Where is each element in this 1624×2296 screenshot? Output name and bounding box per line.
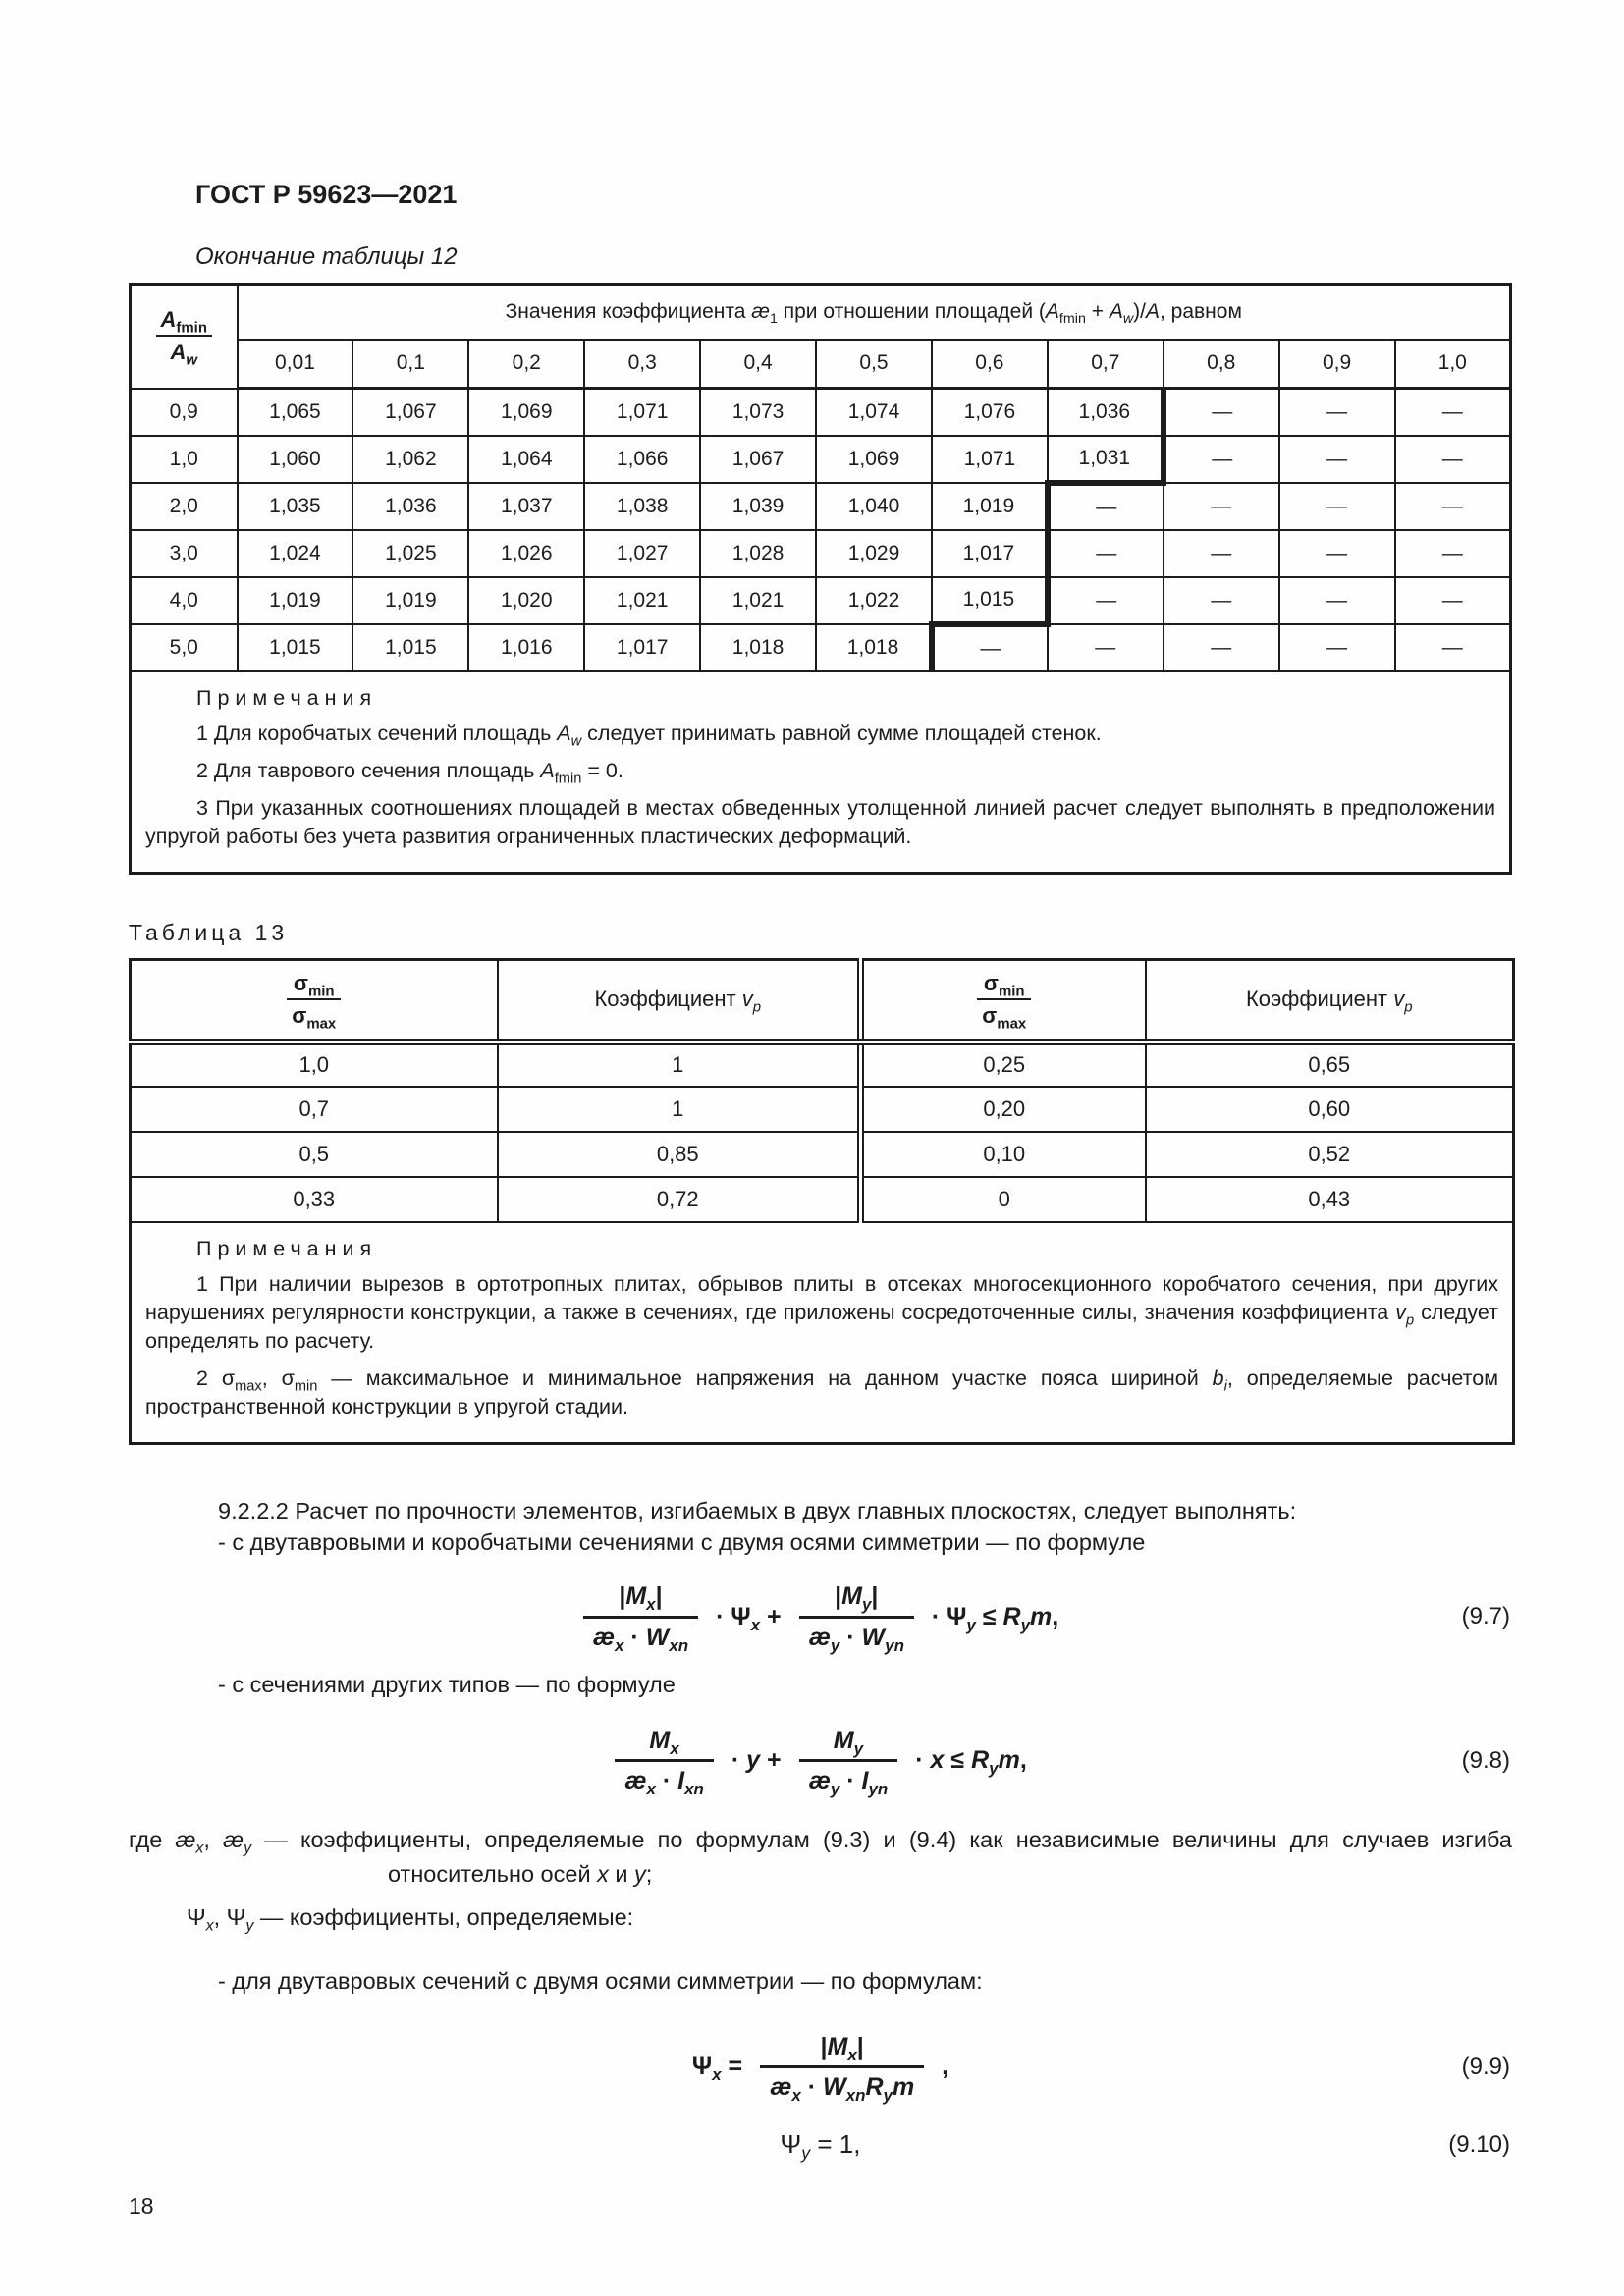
fraction [583,1580,698,1654]
table12-notes [131,671,1511,874]
col-header: 0,2 [468,340,584,389]
table-cell: 1,071 [584,389,700,436]
table-cell: — [1048,530,1164,577]
table-cell: 0 [861,1177,1146,1222]
table-cell: 1,037 [468,483,584,530]
formula-operator: · y + [731,1746,782,1775]
table12-corner-cell [131,285,238,389]
table12-row [131,389,1511,436]
table-cell: 0,33 [131,1177,498,1222]
table13-row [131,1087,1514,1132]
fraction-numerator: $A_{fmin}$ [156,307,212,337]
note-item: 1 Для коробчатых сечений площадь $A_w$ следует принимать равной сумме площадей стенок. [196,721,1102,749]
table-cell: 0,52 [1146,1132,1514,1177]
table-cell: 0,20 [861,1087,1146,1132]
table-cell: — [1164,389,1279,436]
table-cell: 1,074 [816,389,932,436]
formula-tail: , [942,2053,949,2081]
fraction-denominator: $\sigma_{max}$ [292,1002,337,1032]
page-number: 18 [129,2193,154,2219]
paragraph-9222: 9.2.2.2 Расчет по прочности элементов, изгибаемых в двух главных плоскостях, следует выполнять: [218,1498,1297,1524]
table-cell-outlined: 1,031 [1048,436,1164,483]
col-header: 0,5 [816,340,932,389]
table-cell: 1,016 [468,624,584,671]
table-cell: 1 [498,1087,861,1132]
formula-9-9 [687,2031,953,2105]
table-cell: 1,064 [468,436,584,483]
formula-lhs: $\Psi_x$ = [691,2053,743,2085]
formula-9-8-row [129,1725,1512,1798]
table-cell: 1,060 [238,436,353,483]
row-label: 4,0 [131,577,238,624]
row-label: 1,0 [131,436,238,483]
table13-label: Таблица 13 [129,919,289,945]
formula-9-10-row [129,2129,1512,2163]
table12-row [131,624,1511,671]
table-cell: 0,72 [498,1177,861,1222]
table-cell: 1,028 [700,530,816,577]
table-cell: 1,019 [238,577,353,624]
table13-notes-row [131,1222,1514,1444]
formula-tail: · $x \le R_ym$, [915,1746,1027,1779]
table-cell: 0,7 [131,1087,498,1132]
col-header: 0,01 [238,340,353,389]
table-cell: 1,038 [584,483,700,530]
table-cell: 1,040 [816,483,932,530]
table-cell: 1,026 [468,530,584,577]
fraction-denominator: $\sigma_{max}$ [982,1002,1027,1032]
table13-ratio-header [131,959,498,1041]
table12-header-row-2 [131,340,1511,389]
table-cell: 1,027 [584,530,700,577]
table-cell: 1,069 [816,436,932,483]
fraction-numerator: $M_y$ [799,1725,898,1763]
formula-9-8 [609,1725,1032,1798]
table-cell: — [1164,624,1279,671]
note-item: 2 $\sigma_{max}$, $\sigma_{min}$ — максимальное и минимальное напряжения на данном участке пояса шириной $b_i$, определяемые расчетом пространственной конструкции в упругой стадии. [145,1366,1499,1419]
table-cell: — [932,624,1048,671]
table-cell: — [1164,436,1279,483]
table-cell: — [1279,577,1395,624]
fraction-numerator: $|M_x|$ [583,1580,698,1619]
table-12 [129,283,1512,875]
table12-row [131,483,1511,530]
table-cell: — [1395,577,1511,624]
fraction-numerator: $M_x$ [615,1725,714,1763]
col-header: 1,0 [1395,340,1511,389]
table-cell: — [1395,436,1511,483]
fraction [799,1580,914,1654]
table-cell: 1,018 [700,624,816,671]
table13-row [131,1132,1514,1177]
table-cell: — [1048,624,1164,671]
table-cell: 0,5 [131,1132,498,1177]
table-cell: 1,065 [238,389,353,436]
table-cell: — [1164,530,1279,577]
table-cell: — [1048,483,1164,530]
table-cell: 1,039 [700,483,816,530]
formula-number: (9.8) [1461,1746,1510,1774]
table-13 [129,958,1515,1446]
table-cell: 1,035 [238,483,353,530]
fraction [799,1725,898,1798]
table-cell: — [1279,530,1395,577]
bullet-dual-symmetry: - с двутавровыми и коробчатыми сечениями с двумя осями симметрии — по формуле [218,1529,1146,1556]
table-cell: — [1279,483,1395,530]
table-cell: 1,021 [584,577,700,624]
table-cell: 1,0 [131,1041,498,1087]
table-cell: 1,015 [238,624,353,671]
fraction-denominator: $æ_y \cdot W_{yn}$ [808,1623,904,1655]
table-cell: 1,066 [584,436,700,483]
table-cell: 1,029 [816,530,932,577]
table-cell-outlined: 1,017 [932,530,1048,577]
note-item: 2 Для таврового сечения площадь $A_{fmin} = 0$. [196,758,623,786]
formula-number: (9.7) [1461,1603,1510,1630]
row-label: 2,0 [131,483,238,530]
fraction-numerator: $|M_y|$ [799,1580,914,1619]
fraction-denominator: $A_w$ [170,340,198,369]
bullet-other-sections: - с сечениями других типов — по формуле [218,1671,676,1697]
fraction-denominator: $æ_x \cdot W_{xn}$ [592,1623,689,1655]
table-cell: — [1395,624,1511,671]
table-cell: 1 [498,1041,861,1087]
fraction-numerator: $\sigma_{min}$ [287,971,341,1000]
table-cell: 1,022 [816,577,932,624]
table12-header-span: Значения коэффициента $æ_1$ при отношении площадей $(A_{fmin} + A_w)/A$, равном [238,285,1511,340]
note-item: 3 При указанных соотношениях площадей в местах обведенных утолщенной линией расчет следует выполнять в предположении упругой работы без учета развития ограниченных пластических деформаций. [145,795,1495,848]
fraction-numerator: $|M_x|$ [760,2031,924,2069]
formula-tail: · $\Psi_y \le R_ym$, [931,1602,1059,1634]
table-cell: — [1395,389,1511,436]
col-header: 0,8 [1164,340,1279,389]
notes-title: Примечания [196,685,378,710]
table-cell: 1,025 [352,530,468,577]
row-label: 5,0 [131,624,238,671]
formula-9-7 [577,1580,1063,1654]
table-cell: 1,067 [352,389,468,436]
table-cell-outlined: 1,015 [932,577,1048,624]
formula-number: (9.9) [1461,2053,1510,2080]
table-cell: — [1279,436,1395,483]
table-cell: 1,024 [238,530,353,577]
table-cell: 1,073 [700,389,816,436]
table-cell: 1,021 [700,577,816,624]
document-code: ГОСТ Р 59623—2021 [195,180,458,209]
table-cell: 1,069 [468,389,584,436]
row-label: 3,0 [131,530,238,577]
fraction-denominator: $æ_y \cdot I_{yn}$ [808,1767,889,1799]
notes-title: Примечания [196,1237,378,1261]
table13-coef-header: Коэффициент $v_p$ [498,959,861,1041]
table13-coef-header: Коэффициент $v_p$ [1146,959,1514,1041]
table12-notes-row [131,671,1511,874]
formula-9-7-row [129,1580,1512,1654]
table12-row [131,530,1511,577]
table13-ratio-header [861,959,1146,1041]
sigma-ratio-fraction [977,970,1031,1032]
table13-row [131,1041,1514,1087]
table-cell: 0,60 [1146,1087,1514,1132]
col-header: 0,1 [352,340,468,389]
table-cell-outlined: 1,019 [932,483,1048,530]
sigma-ratio-fraction [287,970,341,1032]
table-cell-outlined: 1,018 [816,624,932,671]
table-cell: — [1279,624,1395,671]
table-cell: 1,076 [932,389,1048,436]
col-header: 0,4 [700,340,816,389]
table12-continuation-label: Окончание таблицы 12 [195,243,458,270]
table-cell: — [1279,389,1395,436]
col-header: 0,7 [1048,340,1164,389]
table-cell: 1,020 [468,577,584,624]
bullet-ibeam-formulas: - для двутавровых сечений с двумя осями симметрии — по формулам: [218,1967,983,1994]
table-cell: 0,43 [1146,1177,1514,1222]
fraction-numerator: $\sigma_{min}$ [977,971,1031,1000]
table-cell: 1,062 [352,436,468,483]
table-cell: — [1048,577,1164,624]
table13-header-row [131,959,1514,1041]
table13-notes [131,1222,1514,1444]
table13-row [131,1177,1514,1222]
table-cell: 0,25 [861,1041,1146,1087]
formula-9-10: $\Psi_y = 1$, [780,2129,861,2163]
table-cell: 1,019 [352,577,468,624]
where-definition-2: $\Psi_x$, $\Psi_y$ — коэффициенты, определяемые: [187,1903,634,1935]
formula-operator: · $\Psi_x$ + [716,1602,782,1634]
col-header: 0,3 [584,340,700,389]
table-cell: — [1164,483,1279,530]
table-cell: 1,015 [352,624,468,671]
table-cell: 0,10 [861,1132,1146,1177]
table-cell: — [1395,530,1511,577]
fraction [760,2031,924,2105]
note-item: 1 При наличии вырезов в ортотропных плитах, обрывов плиты в отсеках многосекционного коробчатого сечения, при других нарушениях регулярности конструкции, а также в сечениях, где приложены сосредоточенные силы, значения коэффициента $v_p$ следует определять по расчету. [145,1272,1499,1354]
table12-header-row-1 [131,285,1511,340]
formula-number: (9.10) [1448,2130,1510,2158]
fraction [615,1725,714,1798]
fraction-denominator: $æ_x \cdot W_{xn}R_ym$ [770,2073,915,2106]
table-cell: 1,071 [932,436,1048,483]
table12-row [131,577,1511,624]
table-cell: 1,067 [700,436,816,483]
where-definition-1: где $æ_x$, $æ_y$ — коэффициенты, определяемые по формулам (9.3) и (9.4) как независимые величины для случаев изгиба относительно осей x и y; [129,1827,1512,1888]
col-header: 0,6 [932,340,1048,389]
table-cell: 1,017 [584,624,700,671]
table-cell: — [1395,483,1511,530]
table-cell: — [1164,577,1279,624]
table-cell: 0,65 [1146,1041,1514,1087]
table-cell-outlined: 1,036 [1048,389,1164,436]
row-label: 0,9 [131,389,238,436]
table-cell: 1,036 [352,483,468,530]
table-cell: 0,85 [498,1132,861,1177]
area-ratio-fraction [156,307,212,369]
fraction-denominator: $æ_x \cdot I_{xn}$ [624,1767,704,1799]
formula-9-9-row [129,2031,1512,2105]
table12-row [131,436,1511,483]
col-header: 0,9 [1279,340,1395,389]
